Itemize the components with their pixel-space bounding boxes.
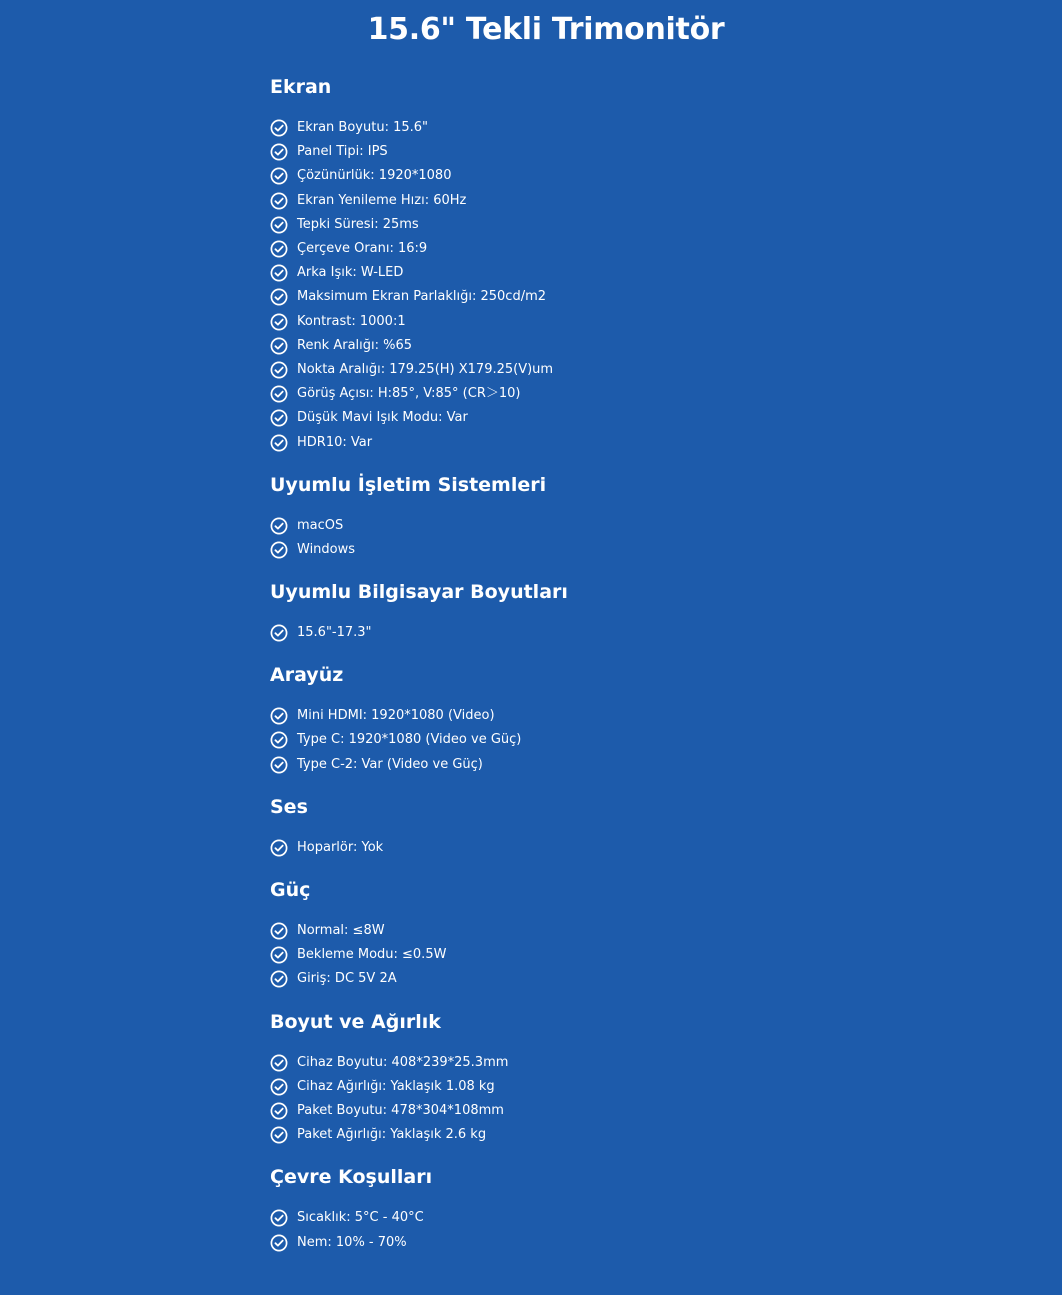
spec-item	[270, 943, 830, 967]
spec-list	[270, 621, 830, 645]
check-circle-icon	[270, 541, 288, 559]
check-circle-icon	[270, 361, 288, 379]
spec-item	[270, 189, 830, 213]
spec-item	[270, 1230, 830, 1254]
section-ses	[270, 792, 830, 860]
spec-text: Paket Ağırlığı: Yaklaşık 2.6 kg	[297, 1127, 487, 1143]
spec-text: Tepki Süresi: 25ms	[297, 216, 419, 232]
section-heading: Çevre Koşulları	[270, 1166, 433, 1189]
check-circle-icon	[270, 1102, 288, 1120]
spec-text: Maksimum Ekran Parlaklığı: 250cd/m2	[297, 289, 547, 305]
spec-text: Normal: ≤8W	[297, 923, 385, 939]
check-circle-icon	[270, 143, 288, 161]
spec-item	[270, 704, 830, 728]
check-circle-icon	[270, 1209, 288, 1227]
check-circle-icon	[270, 1078, 288, 1096]
check-circle-icon	[270, 264, 288, 282]
spec-item	[270, 919, 830, 943]
section-heading: Ekran	[270, 76, 332, 98]
section-heading: Güç	[270, 878, 311, 901]
spec-item	[270, 406, 830, 430]
spec-item	[270, 237, 830, 261]
spec-list	[270, 514, 830, 562]
check-circle-icon	[270, 517, 288, 535]
check-circle-icon	[270, 756, 288, 774]
section-guc	[270, 875, 830, 992]
spec-list	[270, 704, 830, 777]
check-circle-icon	[270, 946, 288, 964]
spec-item	[270, 358, 830, 382]
spec-text: Cihaz Boyutu: 408*239*25.3mm	[297, 1054, 509, 1070]
section-uyumlu-bilgisayar-boyutlari	[270, 577, 830, 645]
spec-text: Düşük Mavi Işık Modu: Var	[297, 410, 468, 426]
spec-text: Type C: 1920*1080 (Video ve Güç)	[297, 732, 522, 748]
check-circle-icon	[270, 922, 288, 940]
spec-text: HDR10: Var	[297, 434, 373, 450]
spec-item	[270, 621, 830, 645]
spec-item	[270, 836, 830, 860]
spec-text: Type C-2: Var (Video ve Güç)	[297, 756, 483, 772]
spec-text: Hoparlör: Yok	[297, 839, 384, 855]
spec-text: Bekleme Modu: ≤0.5W	[297, 947, 447, 963]
page-title: 15.6" Tekli Trimonitör	[367, 12, 725, 47]
check-circle-icon	[270, 409, 288, 427]
check-circle-icon	[270, 1234, 288, 1252]
section-heading: Ses	[270, 795, 308, 818]
spec-item	[270, 382, 830, 406]
check-circle-icon	[270, 288, 288, 306]
spec-text: Çerçeve Oranı: 16:9	[297, 241, 428, 257]
spec-item	[270, 116, 830, 140]
spec-text: Çözünürlük: 1920*1080	[297, 168, 452, 184]
spec-text: Sıcaklık: 5°C - 40°C	[297, 1210, 424, 1226]
spec-text: Ekran Boyutu: 15.6"	[297, 120, 429, 136]
check-circle-icon	[270, 1126, 288, 1144]
check-circle-icon	[270, 216, 288, 234]
spec-item	[270, 1075, 830, 1099]
section-boyut-ve-agirlik	[270, 1007, 830, 1148]
spec-list	[270, 836, 830, 860]
section-heading: Boyut ve Ağırlık	[270, 1010, 441, 1033]
spec-list	[270, 1051, 830, 1148]
section-ekran	[270, 72, 830, 455]
spec-text: Görüş Açısı: H:85°, V:85° (CR＞10)	[297, 386, 521, 402]
spec-text: Cihaz Ağırlığı: Yaklaşık 1.08 kg	[297, 1078, 495, 1094]
spec-item	[270, 285, 830, 309]
spec-text: Kontrast: 1000:1	[297, 313, 406, 329]
check-circle-icon	[270, 434, 288, 452]
spec-text: Nokta Aralığı: 179.25(H) X179.25(V)um	[297, 361, 554, 377]
spec-list	[270, 1206, 830, 1254]
spec-item	[270, 1123, 830, 1147]
section-heading: Uyumlu İşletim Sistemleri	[270, 473, 547, 496]
spec-item	[270, 1051, 830, 1075]
check-circle-icon	[270, 337, 288, 355]
check-circle-icon	[270, 119, 288, 137]
spec-item	[270, 1099, 830, 1123]
spec-text: Paket Boyutu: 478*304*108mm	[297, 1102, 504, 1118]
spec-content	[270, 72, 830, 1269]
spec-text: Ekran Yenileme Hızı: 60Hz	[297, 192, 467, 208]
spec-text: Renk Aralığı: %65	[297, 337, 413, 353]
check-circle-icon	[270, 192, 288, 210]
spec-item	[270, 430, 830, 454]
spec-text: Mini HDMI: 1920*1080 (Video)	[297, 708, 495, 724]
check-circle-icon	[270, 839, 288, 857]
spec-text: Giriş: DC 5V 2A	[297, 971, 397, 987]
spec-item	[270, 334, 830, 358]
check-circle-icon	[270, 167, 288, 185]
spec-item	[270, 1206, 830, 1230]
spec-list	[270, 116, 830, 455]
spec-item	[270, 538, 830, 562]
spec-item	[270, 967, 830, 991]
check-circle-icon	[270, 731, 288, 749]
check-circle-icon	[270, 385, 288, 403]
section-arayuz	[270, 660, 830, 777]
section-cevre-kosullari	[270, 1162, 830, 1254]
check-circle-icon	[270, 1054, 288, 1072]
spec-item	[270, 753, 830, 777]
spec-list	[270, 919, 830, 992]
spec-text: Nem: 10% - 70%	[297, 1234, 407, 1250]
spec-text: Panel Tipi: IPS	[297, 144, 388, 160]
section-uyumlu-isletim-sistemleri	[270, 470, 830, 562]
spec-text: 15.6"-17.3"	[297, 625, 372, 641]
check-circle-icon	[270, 707, 288, 725]
check-circle-icon	[270, 624, 288, 642]
spec-item	[270, 213, 830, 237]
check-circle-icon	[270, 970, 288, 988]
spec-item	[270, 140, 830, 164]
spec-item	[270, 164, 830, 188]
spec-item	[270, 728, 830, 752]
check-circle-icon	[270, 240, 288, 258]
spec-item	[270, 514, 830, 538]
check-circle-icon	[270, 313, 288, 331]
spec-item	[270, 310, 830, 334]
section-heading: Arayüz	[270, 664, 344, 687]
spec-item	[270, 261, 830, 285]
section-heading: Uyumlu Bilgisayar Boyutları	[270, 581, 568, 603]
spec-text: Windows	[297, 541, 356, 557]
spec-text: macOS	[297, 517, 344, 533]
spec-text: Arka Işık: W-LED	[297, 265, 404, 281]
